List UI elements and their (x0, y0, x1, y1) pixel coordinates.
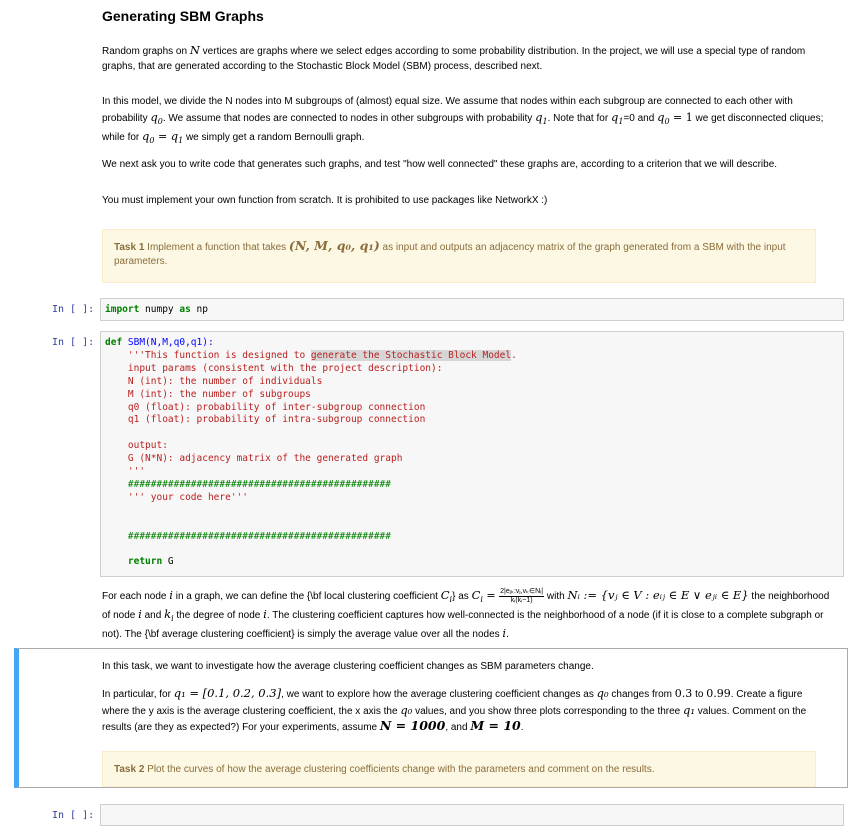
task-2-box: Task 2 Plot the curves of how the average clustering coefficients change with the parameters and comment on the results. (102, 751, 816, 787)
task-2-intro-paragraph-1: In this task, we want to investigate how the average clustering coefficient changes as SBM parameters change. (102, 661, 594, 672)
task-2-label: Task 2 (114, 764, 145, 775)
code-cell-sbm-function[interactable]: def SBM(N,M,q0,q1): '''This function is designed to generate the Stochastic Block Model. input params (consistent with the project description): N (int): the number of individuals M (int): the number of subgroups q0 (float): probability of inter-subgroup connection q1 (float): probability of intra-subgroup connection output: G (N*N): adjacency matrix of the generated graph ''' ############################################## ''' your code here''' ############################################## return G (100, 331, 844, 577)
clustering-paragraph: For each node i in a graph, we can define the {\bf local clustering coefficient $C_i$} as $C_i$ = $\frac{\text{2|eⱼₖ:vⱼ,vₖ∈Nᵢ|}}{\text{kᵢ(kᵢ−1)}}$ with Nᵢ := {vⱼ ∈ V : eᵢⱼ ∈ E ∨ eⱼᵢ ∈ E} the neighborhood of node i and $k_i$ the degree of node i. The clustering coefficient captures how well-connected is the neighborhood of a node (if it is close to a complete subgraph or not). The {\bf average clustering coefficient} is simply the average value over all the nodes i. (102, 588, 830, 641)
code-cell-empty[interactable] (100, 804, 844, 826)
task-1-box: Task 1 Implement a function that takes (N, M, q₀, q₁) as input and outputs an adjacency matrix of the graph generated from a SBM with the input parameters. (102, 229, 816, 283)
cell-prompt: In [ ]: (52, 337, 95, 348)
code-cell-import[interactable]: import numpy as np (100, 298, 844, 321)
cell-prompt: In [ ]: (52, 810, 95, 821)
page-title: Generating SBM Graphs (102, 8, 264, 24)
intro-paragraph-3: We next ask you to write code that generates such graphs, and test "how well connected" these graphs are, according to a criterion that we will describe. (102, 159, 778, 170)
intro-paragraph-2: In this model, we divide the N nodes into M subgroups of (almost) equal size. We assume that nodes within each subgroup are connected to each other with probability $q_0$. We assume that nodes are connected to nodes in other subgroups with probability $q_1$. Note that for $q_1=0$ and $q_0 = 1$ we get disconnected cliques; while for $q_0 = q_1$ we simply get a random Bernoulli graph. (102, 96, 824, 145)
intro-paragraph-1: Random graphs on N vertices are graphs where we select edges according to some probability distribution. In the project, we will use a special type of random graphs, that are generated according to the Stochastic Block Model (SBM) process, described next. (102, 43, 806, 72)
intro-paragraph-4: You must implement your own function from scratch. It is prohibited to use packages like NetworkX :) (102, 195, 548, 206)
clustering-fraction: $\frac{\text{2|eⱼₖ:vⱼ,vₖ∈Nᵢ|}}{\text{kᵢ(kᵢ−1)}}$ (500, 588, 544, 604)
task-2-intro-paragraph-2: In particular, for q₁ = [0.1, 0.2, 0.3], we want to explore how the average clustering coefficient changes as q₀ changes from 0.3 to 0.99. Create a figure where the y axis is the average clustering coefficient, the x axis the q₀ values, and you show three plots corresponding to the three q₁ values. Comment on the results (are they as expected?) For your experiments, assume N = 1000, and M = 10. (102, 686, 807, 733)
cell-prompt: In [ ]: (52, 304, 95, 315)
task-1-label: Task 1 (114, 242, 145, 253)
